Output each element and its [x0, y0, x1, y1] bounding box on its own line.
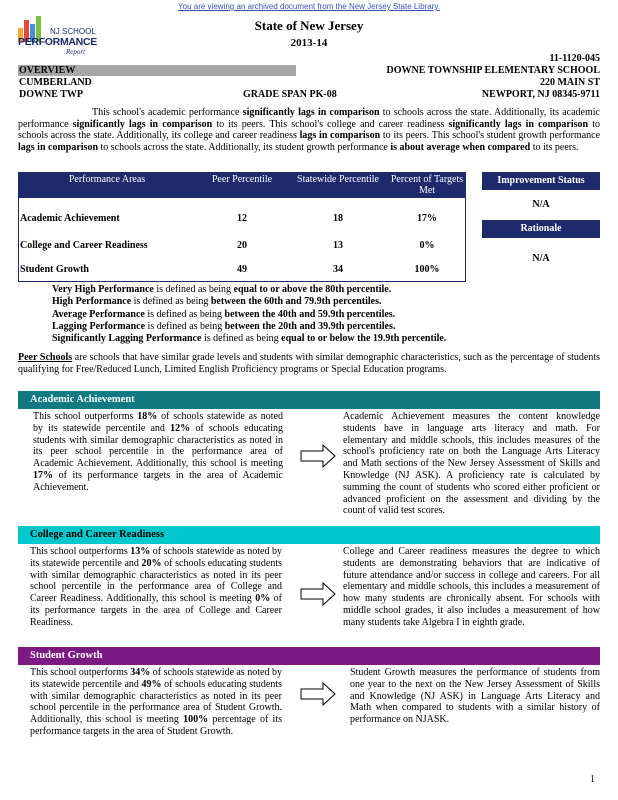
section-summary-run: 0% — [255, 593, 271, 605]
rationale-value: N/A — [532, 253, 550, 264]
definition-text-run: Lagging Performance — [52, 320, 146, 332]
college-career-readiness-description: College and Career readiness measures the degree to which students are demonstrating behaviors that are indicative of future attendance and/or success in college and careers. For all elementary and middle schools, this includes a measurement of how many students are chronically absent. For schools with middle school grades, it also includes a measurement of how many students take Algebra I in eighth grade. — [343, 546, 600, 628]
section-summary-run: 20% — [141, 557, 162, 569]
definition-text-run: is defined as being — [153, 284, 234, 295]
section-summary-run: of schools statewide as noted by its statewide percentile and — [30, 546, 283, 569]
section-summary-run: percentage of its performance targets in the area of Student Growth. — [30, 714, 282, 737]
section-summary-run: This school outperforms — [30, 667, 131, 678]
overview-text-run: to its peers. This school's student growth performance — [380, 130, 601, 141]
col-header: Peer Percentile — [196, 172, 288, 198]
table-cell: Academic Achievement — [20, 213, 120, 224]
overview-text-run: lags in comparison — [299, 130, 381, 141]
school-name: DOWNE TOWNSHIP ELEMENTARY SCHOOL — [386, 65, 600, 76]
definition-text-run: is defined as being — [145, 320, 225, 332]
section-summary-run: of its performance targets in the area of Academic Achievement. — [33, 469, 283, 493]
overview-text-run: to its peers. This school's college and career readiness — [212, 118, 449, 130]
overview-label: OVERVIEW — [19, 65, 76, 76]
overview-paragraph — [18, 107, 600, 153]
definition-line — [52, 296, 572, 308]
overview-text-run: significantly lags in comparison — [242, 107, 380, 118]
overview-text-run: to schools across the state. Additionally, its academic performance — [18, 107, 600, 130]
school-code: 11-1120-045 — [549, 53, 600, 64]
overview-text-run: to schools across the state. Additionally, its student growth performance — [98, 141, 391, 153]
improvement-status-header: Improvement Status — [482, 172, 600, 190]
definition-text-run: equal to or below the 19.9th percentile. — [281, 333, 447, 345]
definition-text-run: between the 20th and 39.9th percentiles. — [224, 320, 396, 332]
logo-line2: PERFORMANCE — [18, 36, 97, 48]
col-header: Statewide Percentile — [288, 172, 388, 198]
overview-text-run: to schools across the state. Additionally, its college and career readiness — [18, 118, 600, 141]
overview-text-run: lags in comparison — [18, 141, 99, 153]
section-summary-run: 17% — [33, 469, 53, 481]
peer-schools-text: are schools that have similar grade levels and students with similar demographic characteristics, such as the percentage of students qualifying for Free/Reduced Lunch, Limited English Proficiency programs or Special Education programs. — [18, 352, 600, 375]
school-city: NEWPORT, NJ 08345-9711 — [481, 89, 600, 100]
section-summary-run: This school outperforms — [33, 411, 138, 422]
section-summary-run: of schools statewide as noted by its statewide percentile and — [33, 411, 284, 434]
table-row — [18, 198, 466, 225]
school-street: 220 MAIN ST — [539, 77, 600, 88]
student-growth-summary — [30, 667, 282, 738]
table-cell: 100% — [414, 264, 440, 275]
improvement-status-value: N/A — [532, 199, 550, 210]
table-cell: Student Growth — [20, 264, 89, 275]
definition-line — [52, 333, 572, 345]
definition-line — [52, 321, 572, 333]
col-header: Percent of Targets Met — [388, 172, 466, 198]
table-row — [18, 252, 466, 276]
definition-text-run: equal to or above the 80th percentile. — [233, 284, 392, 295]
definition-line — [52, 284, 572, 296]
table-cell: 18 — [333, 213, 343, 224]
table-cell: College and Career Readiness — [20, 240, 148, 251]
archive-banner-link[interactable]: You are viewing an archived document from the New Jersey State Library. — [178, 2, 440, 11]
section-header-college-career-readiness: College and Career Readiness — [18, 526, 600, 544]
section-summary-run: 13% — [130, 546, 151, 557]
table-cell: 12 — [237, 213, 247, 224]
definition-text-run: Significantly Lagging Performance — [52, 333, 202, 345]
academic-achievement-description: Academic Achievement measures the content knowledge students have in language arts literacy and math. For elementary and middle schools, this includes measures of the school's proficiency rate on both the Language Arts Literacy and Math sections of the New Jersey Assessment of Skills and Knowledge (NJ ASK). A proficiency rate is calculated by summing the count of students who scored either proficient or advanced proficient on the assessment and dividing by the count of valid test scores. — [343, 411, 600, 517]
table-cell: 20 — [237, 240, 247, 251]
right-arrow-icon — [300, 682, 336, 706]
section-summary-run: This school outperforms — [30, 546, 131, 557]
school-year: 2013-14 — [290, 37, 328, 49]
overview-text-run: significantly lags in comparison — [448, 118, 589, 130]
table-cell: 49 — [237, 264, 247, 275]
definition-text-run: Average Performance — [52, 308, 145, 320]
overview-text-run: is about average when compared — [390, 141, 531, 153]
page-title: State of New Jersey — [254, 18, 364, 33]
section-summary-run: 34% — [130, 667, 151, 678]
section-summary-run: 49% — [141, 678, 162, 690]
section-header-academic-achievement: Academic Achievement — [18, 391, 600, 409]
college-career-readiness-summary — [30, 546, 282, 629]
definition-text-run: between the 40th and 59.9th percentiles. — [224, 308, 396, 320]
section-summary-run: of schools educating students with similar demographic characteristics as noted in its peer school percentile in the performance area of Student Growth. Additionally, this school is meeting — [30, 678, 282, 726]
section-summary-run: of its performance targets in the area of College and Career Readiness. — [30, 593, 282, 628]
rationale-header: Rationale — [482, 220, 600, 238]
county-name: CUMBERLAND — [19, 77, 92, 88]
peer-schools-paragraph — [18, 352, 600, 375]
grade-span: GRADE SPAN PK-08 — [243, 89, 337, 100]
academic-achievement-summary — [33, 411, 283, 494]
logo-line3: Report — [66, 48, 86, 56]
peer-schools-term: Peer Schools — [18, 352, 73, 363]
section-summary-run: of schools educating students with similar demographic characteristics as noted in its peer school percentile in the performance area of Academic Achievement. Additionally, this school is meeting — [33, 422, 284, 470]
table-cell: 17% — [417, 213, 437, 224]
section-summary-run: of schools educating students with similar demographic characteristics as noted in its peer school percentile in the performance area of College and Career Readiness. Additionally, this school is meeting — [30, 557, 282, 605]
col-header: Performance Areas — [18, 172, 196, 198]
definition-line — [52, 309, 572, 321]
definition-text-run: is defined as being — [201, 333, 282, 345]
right-arrow-icon — [300, 444, 336, 468]
definition-text-run: between the 60th and 79.9th percentiles. — [210, 296, 382, 308]
definition-text-run: High Performance — [52, 296, 132, 308]
definition-text-run: is defined as being — [131, 296, 211, 308]
definition-text-run: Very High Performance — [52, 284, 154, 295]
student-growth-description: Student Growth measures the performance of students from one year to the next on the New Jersey Assessment of Skills and Knowledge (NJ ASK) in Language Arts Literacy and Math when compared to students with a similar history of performance on NJASK. — [350, 667, 600, 726]
table-cell: 0% — [419, 240, 435, 251]
definition-text-run: is defined as being — [144, 308, 225, 320]
logo-line1: NJ SCHOOL — [50, 27, 96, 36]
section-header-student-growth: Student Growth — [18, 647, 600, 665]
district-name: DOWNE TWP — [19, 89, 83, 100]
page-number: 1 — [590, 774, 595, 785]
section-summary-run: 12% — [170, 422, 191, 434]
overview-text-run: This school's academic performance — [92, 107, 243, 118]
section-summary-run: 100% — [183, 714, 209, 726]
overview-text-run: to its peers. — [530, 141, 579, 153]
table-cell: 13 — [333, 240, 343, 251]
right-arrow-icon — [300, 582, 336, 606]
overview-text-run: significantly lags in comparison — [72, 118, 213, 130]
table-cell: 34 — [333, 264, 343, 275]
performance-table — [18, 172, 466, 276]
table-row — [18, 225, 466, 252]
section-summary-run: of schools statewide as noted by its statewide percentile and — [30, 667, 283, 690]
performance-definitions — [52, 284, 572, 345]
section-summary-run: 18% — [137, 411, 158, 422]
